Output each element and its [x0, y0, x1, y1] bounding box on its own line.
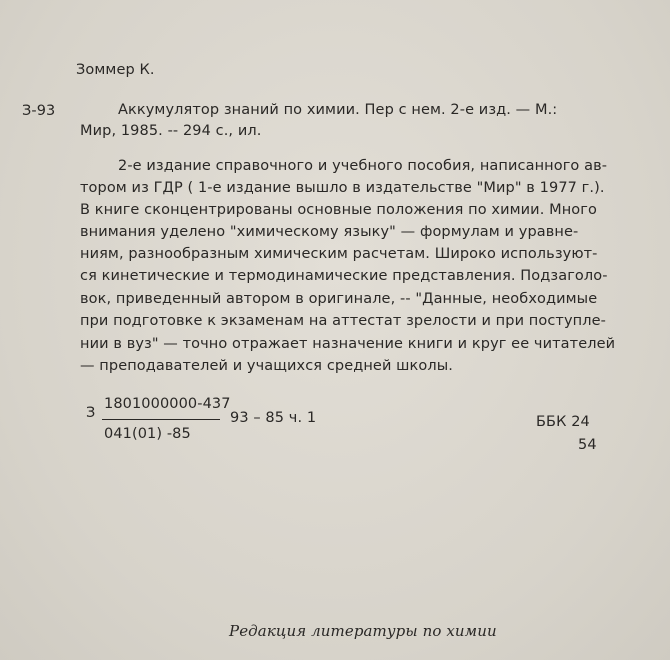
annotation-line: вок, приведенный автором в оригинале, -- "Данные, необходимые — [80, 291, 598, 307]
annotation-line: тором из ГДР ( 1-е издание вышло в издательстве "Мир" в 1977 г.). — [80, 180, 605, 196]
annotation-line: В книге сконцентрированы основные положения по химии. Много — [80, 202, 597, 218]
code-numerator: 1801000000-437 — [104, 396, 231, 412]
bibliographic-line-2: Мир, 1985. -- 294 с., ил. — [80, 123, 262, 139]
fraction-line — [102, 419, 220, 420]
author-name: Зоммер К. — [76, 62, 155, 78]
annotation-line: внимания уделено "химическому языку" — формулам и уравне- — [80, 224, 579, 240]
catalog-index: З-93 — [22, 103, 56, 119]
annotation-line: нии в вуз" — точно отражает назначение книги и круг ее читателей — [80, 336, 616, 352]
bbk-label: ББК 24 — [536, 414, 590, 430]
code-prefix: З — [86, 405, 96, 421]
annotation-line: — преподавателей и учащихся средней школы. — [80, 358, 454, 374]
annotation-line: ся кинетические и термодинамические представления. Подзаголо- — [80, 268, 608, 284]
bbk-number: 54 — [578, 437, 597, 453]
footer-edition: Редакция литературы по химии — [229, 622, 497, 640]
bibliographic-line-1: Аккумулятор знаний по химии. Пер с нем. 2-е изд. — М.: — [118, 102, 558, 118]
annotation-line: при подготовке к экзаменам на аттестат зрелости и при поступле- — [80, 313, 606, 329]
code-denominator: 041(01) -85 — [104, 426, 191, 442]
code-suffix: 93 – 85 ч. 1 — [230, 410, 317, 426]
annotation-line: 2-е издание справочного и учебного пособия, написанного ав- — [118, 158, 608, 174]
annotation-line: ниям, разнообразным химическим расчетам. Широко используют- — [80, 246, 598, 262]
